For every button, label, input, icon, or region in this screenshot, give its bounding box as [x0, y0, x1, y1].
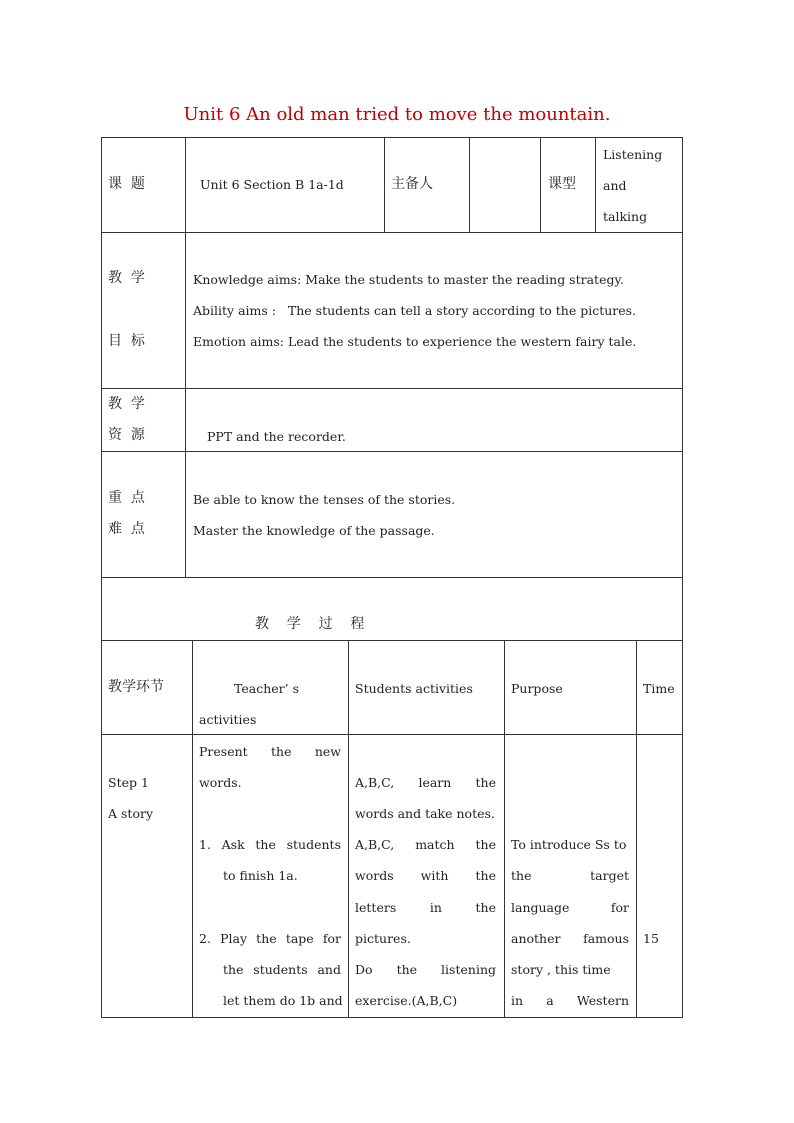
lesson-type-line: Listening [603, 147, 663, 162]
step-time: 15 [643, 931, 659, 946]
topic-value: Unit 6 Section B 1a-1d [200, 177, 344, 192]
goal-line: Emotion aims: Lead the students to experience the western fairy tale. [193, 334, 637, 349]
teacher-activity-line: the students and [223, 962, 341, 977]
step-name: A story [108, 806, 154, 821]
purpose-line: another famous [511, 931, 629, 946]
row-divider [101, 734, 683, 735]
col-divider [192, 640, 193, 1018]
purpose-line: the target [511, 868, 629, 883]
col-divider [384, 137, 385, 232]
col-header-time: Time [643, 681, 675, 696]
lesson-type-line: talking [603, 209, 648, 224]
student-activity-line: exercise.(A,B,C) [355, 993, 458, 1008]
student-activity-line: words with the [355, 868, 496, 883]
purpose-line: language for [511, 900, 629, 915]
col-header-students: Students activities [355, 681, 473, 696]
col-divider [636, 640, 637, 1018]
student-activity-line: pictures. [355, 931, 411, 946]
step-name: Step 1 [108, 775, 149, 790]
teacher-activity-line: Present the new [199, 744, 341, 759]
resources-label-top: 教 学 [108, 396, 145, 412]
col-header-teacher: activities [199, 712, 257, 727]
col-divider [504, 640, 505, 1018]
purpose-line: To introduce Ss to [511, 837, 627, 852]
col-divider [185, 137, 186, 577]
preparer-label: 主备人 [391, 176, 433, 192]
student-activity-line: A,B,C, learn the [355, 775, 496, 790]
col-header-purpose: Purpose [511, 681, 563, 696]
row-divider [101, 388, 683, 389]
row-divider [101, 640, 683, 641]
row-divider [101, 451, 683, 452]
resources-label-bottom: 资 源 [108, 427, 145, 443]
document-title: Unit 6 An old man tried to move the mountain. [183, 104, 611, 125]
student-activity-line: Do the listening [355, 962, 496, 977]
teacher-activity-line: 1. Ask the students [199, 837, 341, 852]
purpose-line: in a Western [511, 993, 629, 1008]
keypoint-line: Master the knowledge of the passage. [193, 523, 435, 538]
goals-label-top: 教 学 [108, 270, 145, 286]
student-activity-line: A,B,C, match the [355, 837, 496, 852]
topic-label: 课 题 [108, 176, 145, 192]
lesson-type-line: and [603, 178, 627, 193]
student-activity-line: words and take notes. [355, 806, 495, 821]
row-divider [101, 232, 683, 233]
col-divider [469, 137, 470, 232]
teacher-activity-line: to finish 1a. [223, 868, 298, 883]
resources-text: PPT and the recorder. [207, 429, 346, 444]
goal-line: Knowledge aims: Make the students to master the reading strategy. [193, 272, 624, 287]
col-divider [540, 137, 541, 232]
keypoints-label-top: 重 点 [108, 490, 145, 506]
col-divider [348, 640, 349, 1018]
student-activity-line: letters in the [355, 900, 496, 915]
row-divider [101, 577, 683, 578]
teacher-activity-line: 2. Play the tape for [199, 931, 341, 946]
keypoints-label-bottom: 难 点 [108, 521, 145, 537]
keypoint-line: Be able to know the tenses of the stories. [193, 492, 456, 507]
col-divider [595, 137, 596, 232]
purpose-line: story , this time [511, 962, 611, 977]
goals-label-bottom: 目 标 [108, 333, 145, 349]
lesson-type-label: 课型 [548, 176, 576, 192]
teacher-activity-line: words. [199, 775, 242, 790]
col-header-step: 教学环节 [108, 679, 164, 695]
teacher-activity-line: let them do 1b and [223, 993, 343, 1008]
process-heading: 教 学 过 程 [255, 616, 365, 632]
col-header-teacher: Teacher’ s [234, 681, 300, 696]
goal-line: Ability aims : The students can tell a story according to the pictures. [193, 303, 637, 318]
